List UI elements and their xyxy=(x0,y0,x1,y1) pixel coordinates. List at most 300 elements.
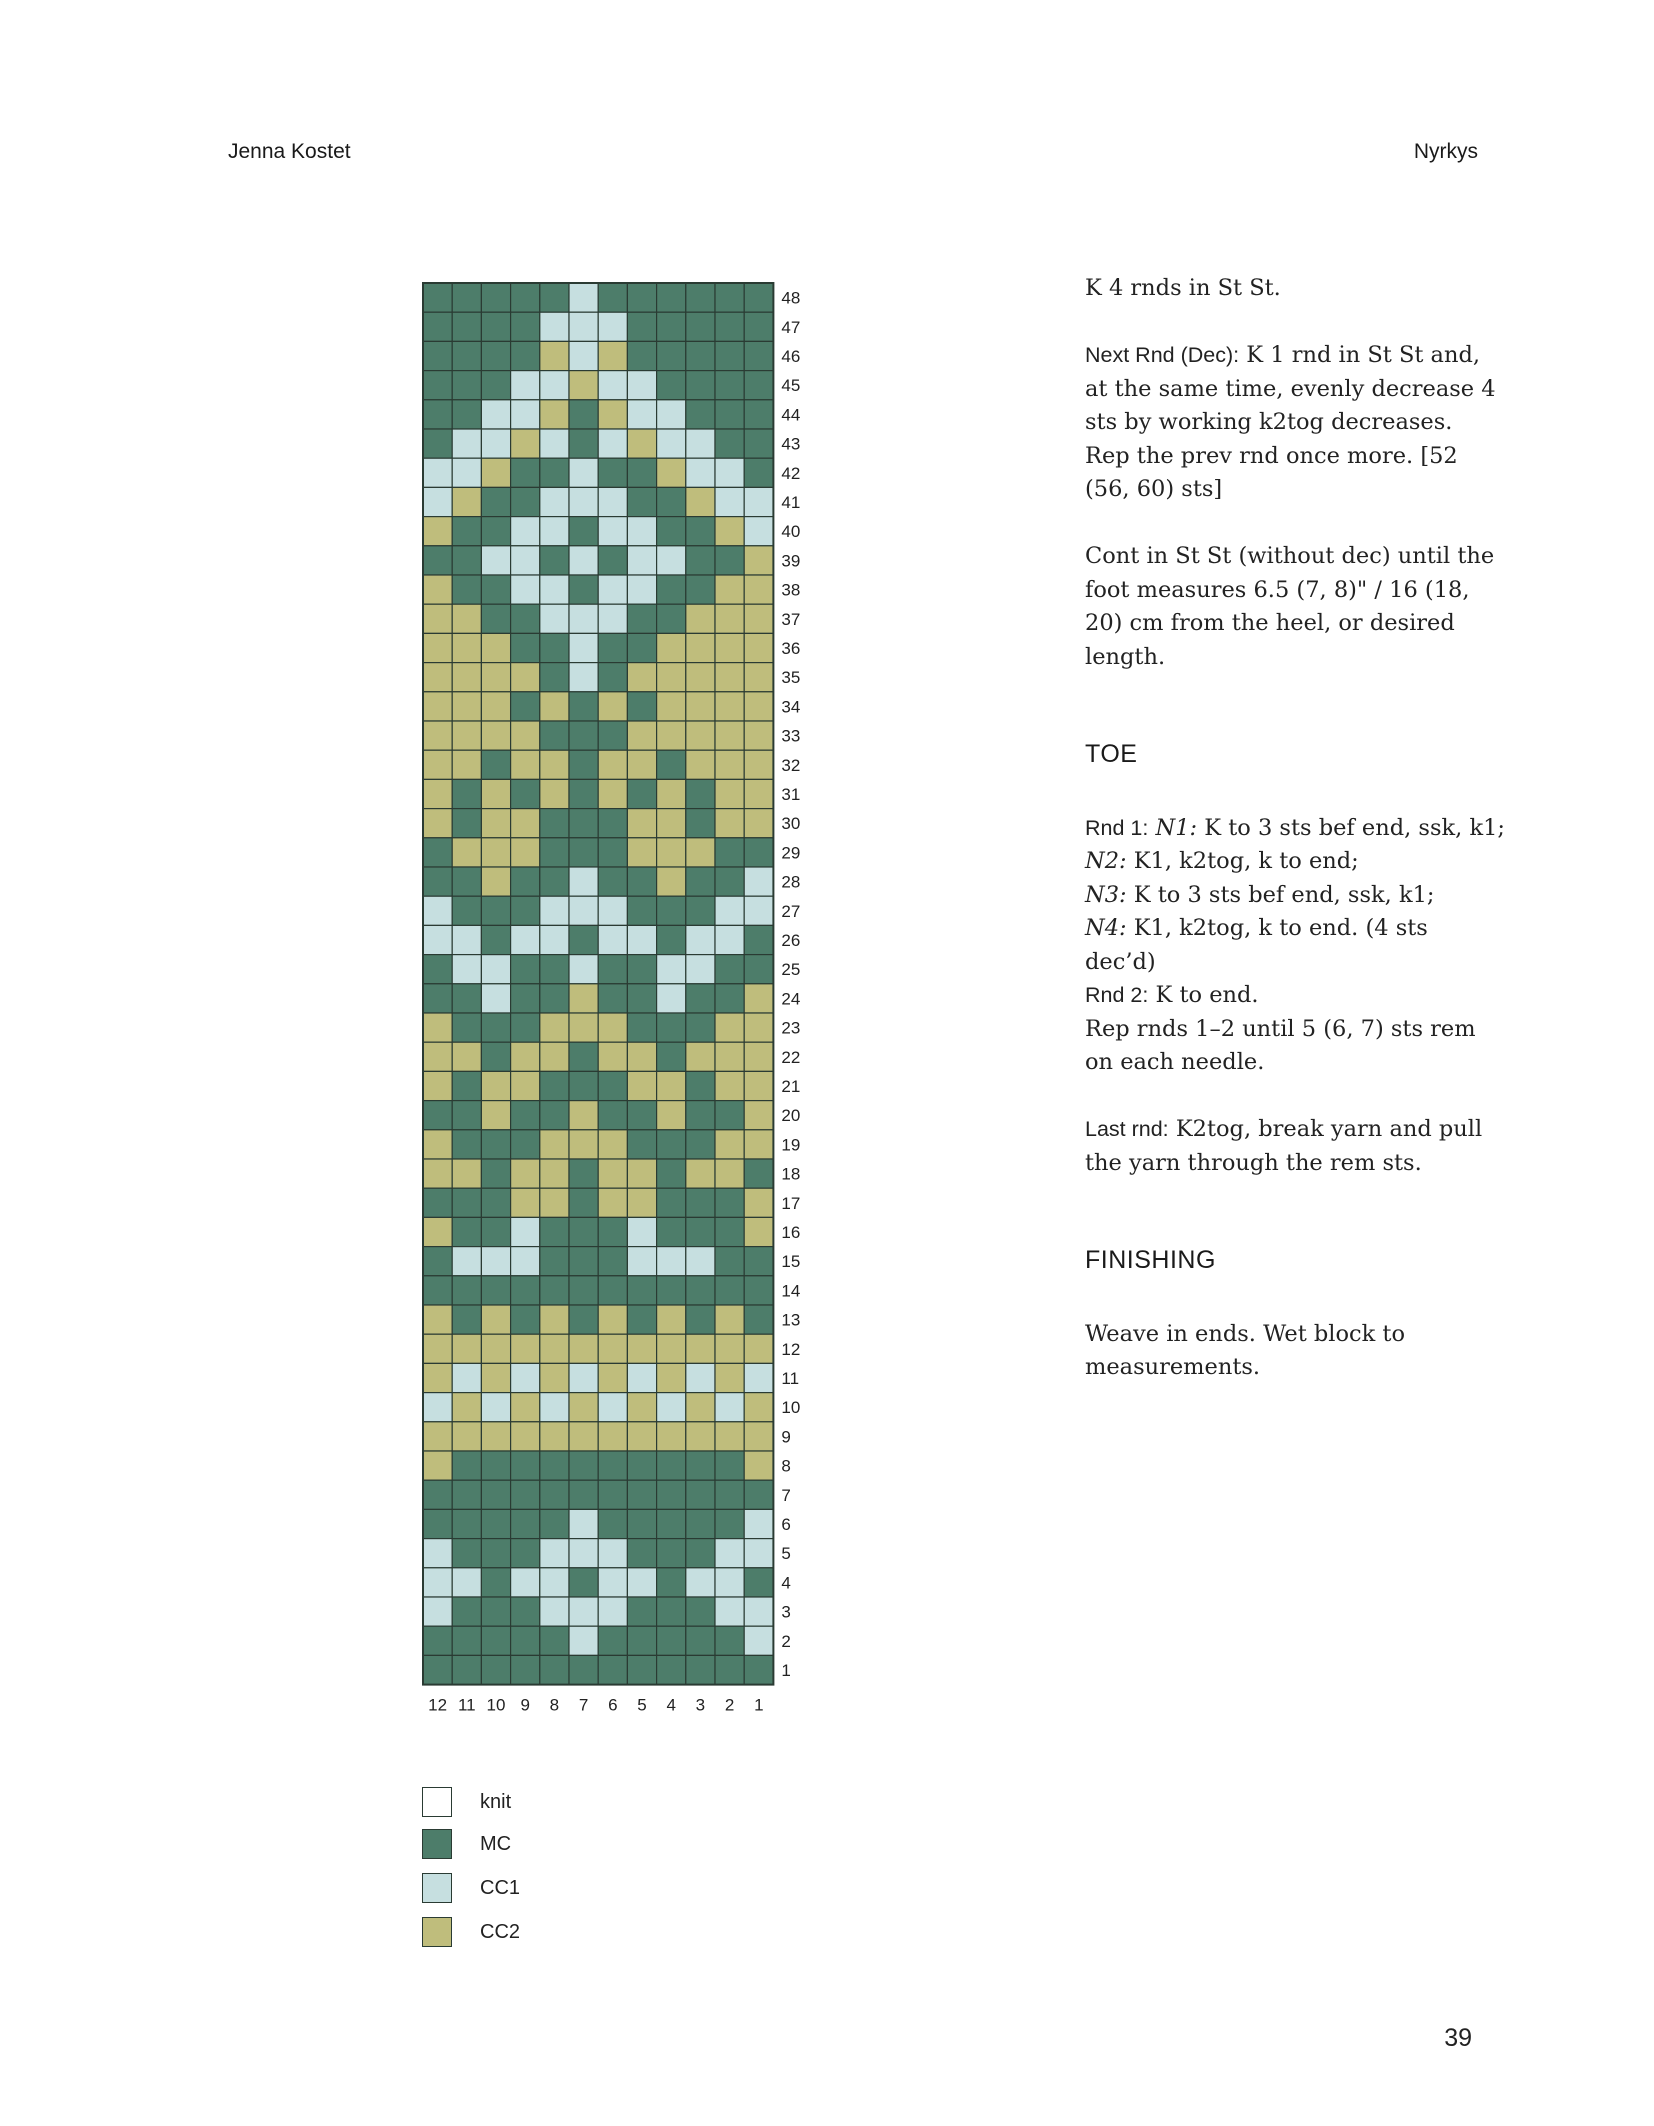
chart-cell-r40-c1 xyxy=(744,517,773,546)
chart-cell-r18-c7 xyxy=(569,1159,598,1188)
chart-cell-r1-c5 xyxy=(627,1655,656,1684)
chart-cell-r6-c12 xyxy=(423,1509,452,1538)
chart-cell-r37-c3 xyxy=(686,604,715,633)
chart-cell-r21-c5 xyxy=(627,1071,656,1100)
chart-cell-r16-c5 xyxy=(627,1217,656,1246)
chart-cell-r35-c2 xyxy=(715,663,744,692)
chart-cell-r34-c9 xyxy=(511,692,540,721)
chart-cell-r30-c8 xyxy=(540,809,569,838)
chart-cell-r13-c11 xyxy=(452,1305,481,1334)
chart-cell-r4-c8 xyxy=(540,1568,569,1597)
chart-cell-r15-c11 xyxy=(452,1247,481,1276)
column-label-4: 4 xyxy=(666,1695,676,1715)
chart-cell-r36-c11 xyxy=(452,633,481,662)
chart-cell-r20-c11 xyxy=(452,1101,481,1130)
chart-cell-r20-c3 xyxy=(686,1101,715,1130)
chart-cell-r26-c5 xyxy=(627,925,656,954)
chart-cell-r47-c6 xyxy=(598,312,627,341)
chart-cell-r22-c4 xyxy=(657,1042,686,1071)
chart-cell-r36-c2 xyxy=(715,633,744,662)
chart-cell-r17-c12 xyxy=(423,1188,452,1217)
chart-cell-r29-c6 xyxy=(598,838,627,867)
chart-cell-r17-c1 xyxy=(744,1188,773,1217)
row-label-10: 10 xyxy=(781,1398,801,1418)
instruction-continue: Cont in St St (without dec) until the foot measures 6.5 (7, 8)" / 16 (18, 20) cm from the heel, or desired length. xyxy=(1085,543,1495,670)
chart-cell-r25-c12 xyxy=(423,955,452,984)
chart-cell-r34-c2 xyxy=(715,692,744,721)
chart-cell-r13-c2 xyxy=(715,1305,744,1334)
chart-cell-r43-c3 xyxy=(686,429,715,458)
chart-cell-r11-c5 xyxy=(627,1363,656,1392)
chart-cell-r15-c2 xyxy=(715,1247,744,1276)
chart-cell-r23-c7 xyxy=(569,1013,598,1042)
chart-cell-r36-c6 xyxy=(598,633,627,662)
chart-cell-r39-c8 xyxy=(540,546,569,575)
chart-cell-r42-c6 xyxy=(598,458,627,487)
chart-cell-r4-c4 xyxy=(657,1568,686,1597)
chart-cell-r11-c10 xyxy=(481,1363,510,1392)
n2-body: K1, k2tog, k to end; xyxy=(1126,848,1359,874)
chart-cell-r30-c7 xyxy=(569,809,598,838)
chart-cell-r47-c7 xyxy=(569,312,598,341)
chart-cell-r4-c5 xyxy=(627,1568,656,1597)
chart-cell-r18-c5 xyxy=(627,1159,656,1188)
last-round-label: Last rnd: xyxy=(1085,1117,1169,1141)
chart-cell-r16-c10 xyxy=(481,1217,510,1246)
row-label-16: 16 xyxy=(781,1223,801,1242)
chart-cell-r6-c1 xyxy=(744,1509,773,1538)
chart-cell-r32-c9 xyxy=(511,750,540,779)
chart-cell-r26-c6 xyxy=(598,925,627,954)
chart-cell-r46-c5 xyxy=(627,341,656,370)
chart-cell-r2-c12 xyxy=(423,1626,452,1655)
chart-cell-r2-c10 xyxy=(481,1626,510,1655)
chart-cell-r5-c2 xyxy=(715,1539,744,1568)
chart-cell-r29-c9 xyxy=(511,838,540,867)
chart-cell-r32-c10 xyxy=(481,750,510,779)
chart-cell-r27-c5 xyxy=(627,896,656,925)
chart-cell-r28-c9 xyxy=(511,867,540,896)
chart-cell-r25-c7 xyxy=(569,955,598,984)
chart-cell-r33-c3 xyxy=(686,721,715,750)
chart-cell-r11-c4 xyxy=(657,1363,686,1392)
chart-cell-r10-c6 xyxy=(598,1393,627,1422)
chart-cell-r41-c1 xyxy=(744,487,773,516)
row-label-22: 22 xyxy=(781,1047,801,1067)
chart-cell-r48-c2 xyxy=(715,283,744,312)
chart-cell-r42-c8 xyxy=(540,458,569,487)
chart-cell-r3-c9 xyxy=(511,1597,540,1626)
chart-cell-r19-c5 xyxy=(627,1130,656,1159)
chart-cell-r23-c12 xyxy=(423,1013,452,1042)
chart-cell-r6-c8 xyxy=(540,1509,569,1538)
chart-cell-r9-c11 xyxy=(452,1422,481,1451)
row-label-1: 1 xyxy=(781,1661,791,1680)
chart-cell-r21-c11 xyxy=(452,1071,481,1100)
row-label-42: 42 xyxy=(781,463,801,483)
chart-cell-r4-c10 xyxy=(481,1568,510,1597)
chart-cell-r11-c3 xyxy=(686,1363,715,1392)
chart-cell-r9-c3 xyxy=(686,1422,715,1451)
n4-body: K1, k2tog, k to end. (4 sts dec’d) xyxy=(1085,915,1428,975)
finishing-heading: FINISHING xyxy=(1085,1246,1216,1274)
chart-cell-r36-c12 xyxy=(423,633,452,662)
chart-cell-r47-c12 xyxy=(423,312,452,341)
page-number: 39 xyxy=(1444,2024,1472,2052)
chart-cell-r2-c5 xyxy=(627,1626,656,1655)
chart-cell-r43-c8 xyxy=(540,429,569,458)
chart-cell-r24-c12 xyxy=(423,984,452,1013)
chart-cell-r35-c4 xyxy=(657,663,686,692)
chart-cell-r37-c8 xyxy=(540,604,569,633)
chart-cell-r44-c3 xyxy=(686,400,715,429)
chart-cell-r16-c7 xyxy=(569,1217,598,1246)
chart-cell-r3-c11 xyxy=(452,1597,481,1626)
chart-cell-r29-c2 xyxy=(715,838,744,867)
next-round-label: Next Rnd (Dec): xyxy=(1085,343,1240,367)
chart-cell-r41-c2 xyxy=(715,487,744,516)
chart-cell-r44-c10 xyxy=(481,400,510,429)
chart-cell-r26-c11 xyxy=(452,925,481,954)
chart-cell-r8-c7 xyxy=(569,1451,598,1480)
chart-cell-r25-c8 xyxy=(540,955,569,984)
chart-cell-r14-c6 xyxy=(598,1276,627,1305)
row-label-6: 6 xyxy=(781,1515,791,1534)
chart-cell-r41-c10 xyxy=(481,487,510,516)
chart-cell-r1-c10 xyxy=(481,1655,510,1684)
chart-cell-r31-c7 xyxy=(569,779,598,808)
chart-cell-r46-c4 xyxy=(657,341,686,370)
column-label-12: 12 xyxy=(428,1695,448,1715)
chart-cell-r28-c1 xyxy=(744,867,773,896)
chart-cell-r16-c3 xyxy=(686,1217,715,1246)
chart-cell-r39-c3 xyxy=(686,546,715,575)
chart-cell-r44-c12 xyxy=(423,400,452,429)
chart-cell-r17-c3 xyxy=(686,1188,715,1217)
chart-cell-r23-c1 xyxy=(744,1013,773,1042)
header-author: Jenna Kostet xyxy=(228,140,351,163)
chart-cell-r22-c9 xyxy=(511,1042,540,1071)
chart-cell-r22-c11 xyxy=(452,1042,481,1071)
chart-cell-r19-c3 xyxy=(686,1130,715,1159)
chart-cell-r16-c4 xyxy=(657,1217,686,1246)
chart-cell-r39-c5 xyxy=(627,546,656,575)
chart-cell-r3-c3 xyxy=(686,1597,715,1626)
chart-cell-r14-c8 xyxy=(540,1276,569,1305)
chart-cell-r12-c1 xyxy=(744,1334,773,1363)
chart-cell-r35-c8 xyxy=(540,663,569,692)
chart-cell-r28-c3 xyxy=(686,867,715,896)
chart-cell-r39-c7 xyxy=(569,546,598,575)
chart-cell-r24-c6 xyxy=(598,984,627,1013)
legend-label-cc1: CC1 xyxy=(480,1877,521,1899)
chart-cell-r28-c2 xyxy=(715,867,744,896)
chart-cell-r16-c6 xyxy=(598,1217,627,1246)
chart-cell-r11-c2 xyxy=(715,1363,744,1392)
chart-cell-r29-c8 xyxy=(540,838,569,867)
chart-cell-r29-c7 xyxy=(569,838,598,867)
chart-cell-r34-c1 xyxy=(744,692,773,721)
chart-cell-r17-c8 xyxy=(540,1188,569,1217)
chart-cell-r8-c10 xyxy=(481,1451,510,1480)
chart-cell-r1-c1 xyxy=(744,1655,773,1684)
chart-cell-r45-c5 xyxy=(627,371,656,400)
chart-cell-r4-c2 xyxy=(715,1568,744,1597)
chart-cell-r40-c7 xyxy=(569,517,598,546)
chart-cell-r17-c7 xyxy=(569,1188,598,1217)
chart-cell-r48-c3 xyxy=(686,283,715,312)
chart-cell-r7-c5 xyxy=(627,1480,656,1509)
chart-cell-r19-c10 xyxy=(481,1130,510,1159)
chart-cell-r30-c11 xyxy=(452,809,481,838)
chart-cell-r3-c6 xyxy=(598,1597,627,1626)
chart-cell-r35-c1 xyxy=(744,663,773,692)
legend-item-cc2 xyxy=(422,1917,622,1949)
chart-cell-r10-c1 xyxy=(744,1393,773,1422)
finishing-instructions: Weave in ends. Wet block to measurements. xyxy=(1085,1320,1406,1380)
chart-cell-r46-c9 xyxy=(511,341,540,370)
chart-cell-r18-c1 xyxy=(744,1159,773,1188)
chart-cell-r18-c6 xyxy=(598,1159,627,1188)
chart-cell-r33-c6 xyxy=(598,721,627,750)
chart-cell-r22-c2 xyxy=(715,1042,744,1071)
repeat-rounds-text: Rep rnds 1–2 until 5 (6, 7) sts rem on each needle. xyxy=(1085,1015,1476,1075)
chart-cell-r14-c5 xyxy=(627,1276,656,1305)
chart-cell-r42-c7 xyxy=(569,458,598,487)
chart-cell-r33-c1 xyxy=(744,721,773,750)
chart-cell-r39-c2 xyxy=(715,546,744,575)
row-label-33: 33 xyxy=(781,726,801,746)
chart-cell-r20-c6 xyxy=(598,1101,627,1130)
chart-cell-r17-c2 xyxy=(715,1188,744,1217)
chart-cell-r30-c2 xyxy=(715,809,744,838)
row-label-13: 13 xyxy=(781,1310,801,1330)
chart-cell-r33-c12 xyxy=(423,721,452,750)
chart-cell-r25-c4 xyxy=(657,955,686,984)
chart-cell-r33-c2 xyxy=(715,721,744,750)
chart-cell-r18-c4 xyxy=(657,1159,686,1188)
legend-swatch-cc1 xyxy=(422,1873,452,1903)
chart-cell-r29-c3 xyxy=(686,838,715,867)
chart-cell-r23-c6 xyxy=(598,1013,627,1042)
chart-cell-r26-c8 xyxy=(540,925,569,954)
chart-cell-r1-c3 xyxy=(686,1655,715,1684)
chart-cell-r47-c5 xyxy=(627,312,656,341)
chart-cell-r28-c10 xyxy=(481,867,510,896)
chart-cell-r23-c10 xyxy=(481,1013,510,1042)
chart-cell-r26-c3 xyxy=(686,925,715,954)
chart-cell-r48-c11 xyxy=(452,283,481,312)
chart-cell-r3-c5 xyxy=(627,1597,656,1626)
chart-cell-r21-c10 xyxy=(481,1071,510,1100)
chart-cell-r45-c1 xyxy=(744,371,773,400)
chart-cell-r9-c6 xyxy=(598,1422,627,1451)
chart-cell-r47-c1 xyxy=(744,312,773,341)
chart-cell-r16-c11 xyxy=(452,1217,481,1246)
legend-label-cc2: CC2 xyxy=(480,1921,521,1943)
chart-cell-r10-c11 xyxy=(452,1393,481,1422)
column-label-11: 11 xyxy=(457,1695,476,1715)
chart-cell-r43-c9 xyxy=(511,429,540,458)
chart-cell-r43-c12 xyxy=(423,429,452,458)
row-label-43: 43 xyxy=(781,434,801,454)
chart-cell-r7-c10 xyxy=(481,1480,510,1509)
row-label-20: 20 xyxy=(781,1106,801,1126)
chart-cell-r9-c9 xyxy=(511,1422,540,1451)
chart-cell-r41-c4 xyxy=(657,487,686,516)
chart-cell-r32-c5 xyxy=(627,750,656,779)
chart-cell-r19-c8 xyxy=(540,1130,569,1159)
chart-cell-r7-c3 xyxy=(686,1480,715,1509)
chart-cell-r39-c10 xyxy=(481,546,510,575)
chart-cell-r41-c7 xyxy=(569,487,598,516)
chart-cell-r40-c11 xyxy=(452,517,481,546)
chart-cell-r13-c12 xyxy=(423,1305,452,1334)
chart-cell-r38-c6 xyxy=(598,575,627,604)
chart-cell-r33-c8 xyxy=(540,721,569,750)
chart-cell-r18-c11 xyxy=(452,1159,481,1188)
chart-cell-r1-c11 xyxy=(452,1655,481,1684)
chart-cell-r6-c4 xyxy=(657,1509,686,1538)
row-label-37: 37 xyxy=(781,609,801,629)
chart-cell-r40-c2 xyxy=(715,517,744,546)
chart-cell-r43-c7 xyxy=(569,429,598,458)
row-label-3: 3 xyxy=(781,1602,791,1622)
chart-cell-r28-c11 xyxy=(452,867,481,896)
chart-cell-r22-c6 xyxy=(598,1042,627,1071)
chart-cell-r22-c1 xyxy=(744,1042,773,1071)
chart-cell-r25-c6 xyxy=(598,955,627,984)
row-label-26: 26 xyxy=(781,931,801,950)
n3-body: K to 3 sts bef end, ssk, k1; xyxy=(1126,881,1435,908)
row-label-28: 28 xyxy=(781,872,801,892)
chart-cell-r39-c4 xyxy=(657,546,686,575)
chart-cell-r11-c9 xyxy=(511,1363,540,1392)
chart-cell-r29-c4 xyxy=(657,838,686,867)
chart-cell-r3-c7 xyxy=(569,1597,598,1626)
chart-cell-r32-c7 xyxy=(569,750,598,779)
chart-cell-r10-c5 xyxy=(627,1393,656,1422)
chart-cell-r29-c5 xyxy=(627,838,656,867)
legend-label-knit: knit xyxy=(480,1791,512,1813)
chart-cell-r11-c12 xyxy=(423,1363,452,1392)
chart-cell-r43-c6 xyxy=(598,429,627,458)
n1-label: N1: xyxy=(1155,814,1198,841)
chart-cell-r35-c5 xyxy=(627,663,656,692)
chart-cell-r27-c2 xyxy=(715,896,744,925)
row-label-47: 47 xyxy=(781,317,801,337)
chart-cell-r22-c7 xyxy=(569,1042,598,1071)
chart-cell-r17-c4 xyxy=(657,1188,686,1217)
chart-cell-r12-c6 xyxy=(598,1334,627,1363)
chart-cell-r29-c10 xyxy=(481,838,510,867)
chart-cell-r6-c7 xyxy=(569,1509,598,1538)
repeat-round-text: Rep the prev rnd once more. [52 (56, 60) sts] xyxy=(1085,442,1458,502)
chart-cell-r5-c11 xyxy=(452,1539,481,1568)
chart-cell-r29-c1 xyxy=(744,838,773,867)
chart-cell-r19-c2 xyxy=(715,1130,744,1159)
row-label-4: 4 xyxy=(781,1573,791,1593)
chart-cell-r43-c10 xyxy=(481,429,510,458)
chart-cell-r27-c4 xyxy=(657,896,686,925)
chart-cell-r45-c2 xyxy=(715,371,744,400)
row-label-45: 45 xyxy=(781,376,801,396)
chart-cell-r37-c9 xyxy=(511,604,540,633)
chart-cell-r5-c9 xyxy=(511,1539,540,1568)
chart-cell-r2-c11 xyxy=(452,1626,481,1655)
chart-cell-r32-c6 xyxy=(598,750,627,779)
chart-cell-r10-c4 xyxy=(657,1393,686,1422)
chart-cell-r31-c1 xyxy=(744,779,773,808)
chart-cell-r5-c8 xyxy=(540,1539,569,1568)
chart-cell-r5-c7 xyxy=(569,1539,598,1568)
chart-cell-r20-c8 xyxy=(540,1101,569,1130)
row-label-11: 11 xyxy=(781,1369,800,1388)
chart-cell-r46-c8 xyxy=(540,341,569,370)
chart-cell-r46-c7 xyxy=(569,341,598,370)
chart-cell-r7-c8 xyxy=(540,1480,569,1509)
chart-cell-r34-c12 xyxy=(423,692,452,721)
column-label-7: 7 xyxy=(578,1695,589,1715)
row-label-17: 17 xyxy=(781,1193,801,1213)
chart-cell-r46-c12 xyxy=(423,341,452,370)
chart-cell-r3-c10 xyxy=(481,1597,510,1626)
chart-cell-r43-c2 xyxy=(715,429,744,458)
chart-cell-r11-c1 xyxy=(744,1363,773,1392)
chart-cell-r42-c10 xyxy=(481,458,510,487)
chart-cell-r1-c12 xyxy=(423,1655,452,1684)
chart-cell-r7-c12 xyxy=(423,1480,452,1509)
chart-cell-r13-c9 xyxy=(511,1305,540,1334)
chart-cell-r20-c4 xyxy=(657,1101,686,1130)
chart-cell-r48-c12 xyxy=(423,283,452,312)
row-label-2: 2 xyxy=(781,1631,791,1651)
chart-cell-r5-c1 xyxy=(744,1539,773,1568)
chart-cell-r15-c8 xyxy=(540,1247,569,1276)
row-label-19: 19 xyxy=(781,1135,801,1155)
row-label-15: 15 xyxy=(781,1252,801,1272)
chart-cell-r46-c1 xyxy=(744,341,773,370)
chart-cell-r35-c11 xyxy=(452,663,481,692)
legend-item-cc1 xyxy=(422,1873,622,1905)
chart-cell-r43-c4 xyxy=(657,429,686,458)
chart-cell-r44-c8 xyxy=(540,400,569,429)
chart-cell-r26-c12 xyxy=(423,925,452,954)
chart-cell-r39-c12 xyxy=(423,546,452,575)
chart-cell-r44-c1 xyxy=(744,400,773,429)
chart-cell-r31-c12 xyxy=(423,779,452,808)
chart-cell-r33-c10 xyxy=(481,721,510,750)
chart-cell-r45-c4 xyxy=(657,371,686,400)
chart-cell-r20-c1 xyxy=(744,1101,773,1130)
chart-cell-r45-c8 xyxy=(540,371,569,400)
chart-cell-r37-c12 xyxy=(423,604,452,633)
row-label-24: 24 xyxy=(781,989,801,1009)
column-label-10: 10 xyxy=(486,1695,506,1715)
chart-cell-r1-c9 xyxy=(511,1655,540,1684)
chart-cell-r16-c1 xyxy=(744,1217,773,1246)
chart-cell-r31-c6 xyxy=(598,779,627,808)
chart-cell-r29-c11 xyxy=(452,838,481,867)
chart-cell-r19-c11 xyxy=(452,1130,481,1159)
chart-cell-r25-c10 xyxy=(481,955,510,984)
chart-cell-r20-c9 xyxy=(511,1101,540,1130)
instructions-column xyxy=(1085,272,1505,1418)
chart-cell-r37-c10 xyxy=(481,604,510,633)
chart-cell-r32-c1 xyxy=(744,750,773,779)
chart-cell-r34-c3 xyxy=(686,692,715,721)
chart-cell-r37-c2 xyxy=(715,604,744,633)
